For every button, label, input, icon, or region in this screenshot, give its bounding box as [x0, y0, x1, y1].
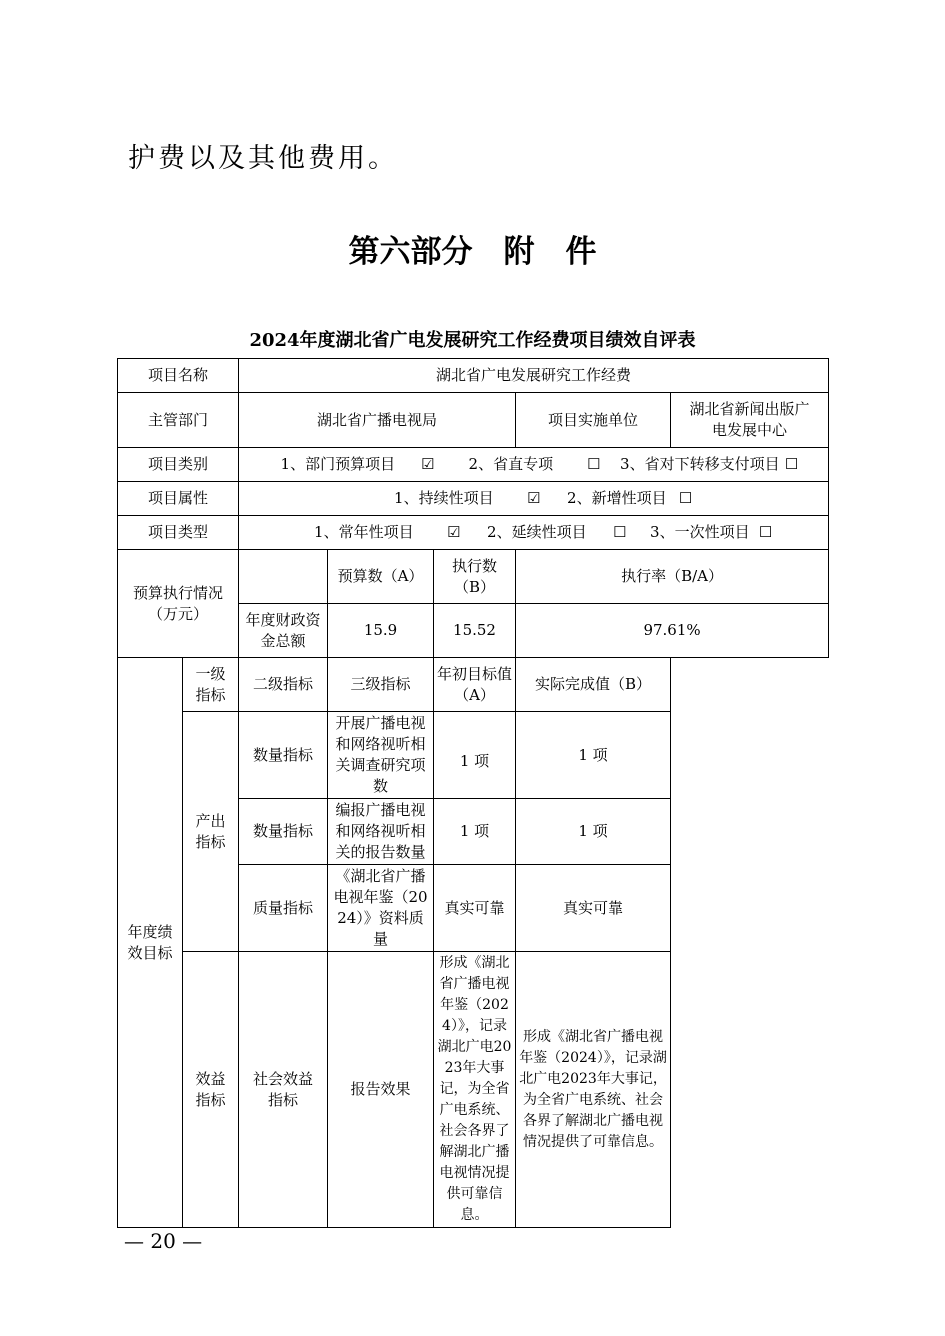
row-attribute	[118, 482, 829, 516]
budget-label: 预算执行情况（万元）	[118, 550, 239, 658]
level3-header: 三级指标	[328, 658, 434, 712]
level3-cell: 编报广播电视和网络视听相关的报告数量	[328, 799, 434, 865]
project-name-value: 湖北省广电发展研究工作经费	[239, 359, 829, 393]
target-cell: 1 项	[434, 799, 516, 865]
type-option-2: 2、延续性项目	[487, 523, 587, 541]
checkbox-checked-icon: ☑	[421, 455, 435, 473]
level3-cell: 开展广播电视和网络视听相关调查研究项数	[328, 712, 434, 799]
row-budget-header	[118, 550, 829, 604]
page-number: — 20 —	[124, 1229, 203, 1253]
budget-col-a: 预算数（A）	[328, 550, 434, 604]
actual-cell: 1 项	[516, 799, 671, 865]
table-row	[118, 952, 829, 1228]
actual-cell: 1 项	[516, 712, 671, 799]
target-cell: 1 项	[434, 712, 516, 799]
category-label: 项目类别	[118, 448, 239, 482]
type-options	[239, 516, 829, 550]
row-project-name	[118, 359, 829, 393]
row-type	[118, 516, 829, 550]
performance-evaluation-table	[117, 358, 829, 1228]
budget-corner-cell	[239, 550, 328, 604]
checkbox-empty-icon: ☐	[784, 455, 799, 473]
continued-paragraph: 护费以及其他费用。	[128, 143, 398, 174]
checkbox-empty-icon: ☐	[613, 523, 627, 541]
checkbox-empty-icon: ☐	[758, 523, 773, 541]
target-cell: 真实可靠	[434, 865, 516, 952]
level3-cell: 《湖北省广播电视年鉴（2024）》资料质量	[328, 865, 434, 952]
target-cell: 形成《湖北省广播电视年鉴（2024）》，记录湖北广电2023年大事记，为全省广电系统、社会各界了解湖北广播电视情况提供可靠信息。	[434, 952, 516, 1228]
budget-b-value: 15.52	[434, 604, 516, 658]
goal-label: 年度绩效目标	[118, 658, 183, 1228]
target-header: 年初目标值（A）	[434, 658, 516, 712]
level2-cell: 社会效益指标	[239, 952, 328, 1228]
table-title: 2024年度湖北省广电发展研究工作经费项目绩效自评表	[249, 330, 696, 351]
checkbox-checked-icon: ☑	[527, 489, 541, 507]
row-category	[118, 448, 829, 482]
table-row	[118, 712, 829, 799]
level1-header: 一级指标	[183, 658, 239, 712]
checkbox-empty-icon: ☐	[587, 455, 601, 473]
level2-cell: 数量指标	[239, 799, 328, 865]
budget-col-rate: 执行率（B/A）	[516, 550, 829, 604]
section-title: 第六部分 附 件	[348, 234, 597, 270]
benefit-label: 效益指标	[183, 952, 239, 1228]
type-option-3: 3、一次性项目	[650, 523, 750, 541]
category-option-2: 2、省直专项	[468, 455, 554, 473]
checkbox-empty-icon: ☐	[678, 489, 693, 507]
impl-unit-value: 湖北省新闻出版广电发展中心	[671, 393, 829, 448]
category-option-3: 3、省对下转移支付项目	[620, 455, 780, 473]
budget-row-label: 年度财政资金总额	[239, 604, 328, 658]
actual-cell: 真实可靠	[516, 865, 671, 952]
row-department	[118, 393, 829, 448]
budget-rate-value: 97.61%	[516, 604, 829, 658]
attribute-label: 项目属性	[118, 482, 239, 516]
level2-header: 二级指标	[239, 658, 328, 712]
budget-col-b: 执行数（B）	[434, 550, 516, 604]
type-label: 项目类型	[118, 516, 239, 550]
impl-unit-label: 项目实施单位	[516, 393, 671, 448]
budget-a-value: 15.9	[328, 604, 434, 658]
type-option-1: 1、常年性项目	[314, 523, 414, 541]
category-option-1: 1、部门预算项目	[280, 455, 396, 473]
level2-cell: 数量指标	[239, 712, 328, 799]
project-name-label: 项目名称	[118, 359, 239, 393]
attribute-options	[239, 482, 829, 516]
actual-cell: 形成《湖北省广播电视年鉴（2024）》，记录湖北广电2023年大事记，为全省广电系统、社会各界了解湖北广播电视情况提供了可靠信息。	[516, 952, 671, 1228]
dept-value: 湖北省广播电视局	[239, 393, 516, 448]
checkbox-checked-icon: ☑	[447, 523, 461, 541]
attribute-option-1: 1、持续性项目	[394, 489, 494, 507]
level3-cell: 报告效果	[328, 952, 434, 1228]
attribute-option-2: 2、新增性项目	[567, 489, 667, 507]
actual-header: 实际完成值（B）	[516, 658, 671, 712]
output-label: 产出指标	[183, 712, 239, 952]
row-indicator-header	[118, 658, 829, 712]
level2-cell: 质量指标	[239, 865, 328, 952]
category-options	[239, 448, 829, 482]
dept-label: 主管部门	[118, 393, 239, 448]
